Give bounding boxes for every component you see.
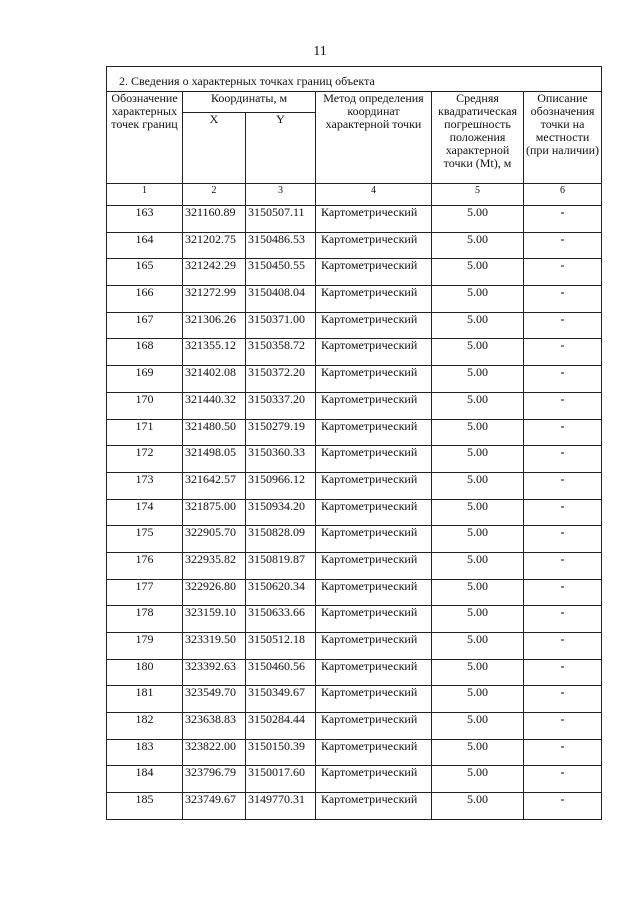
coord-x-cell: 323822.00	[183, 739, 246, 766]
point-id-cell: 181	[107, 686, 183, 713]
coord-y-cell: 3150507.11	[246, 206, 316, 233]
description-cell: -	[524, 793, 602, 820]
point-id-cell: 168	[107, 339, 183, 366]
header-method: Метод определения координат характерной точки	[316, 92, 432, 184]
method-cell: Картометрический	[316, 366, 432, 393]
method-cell: Картометрический	[316, 526, 432, 553]
coord-y-cell: 3150966.12	[246, 472, 316, 499]
table-row	[107, 526, 602, 553]
description-cell: -	[524, 766, 602, 793]
method-cell: Картометрический	[316, 579, 432, 606]
header-error: Средняя квадратическая погрешность положения характерной точки (Mt), м	[432, 92, 524, 184]
description-cell: -	[524, 472, 602, 499]
description-cell: -	[524, 366, 602, 393]
error-cell: 5.00	[432, 499, 524, 526]
coord-y-cell: 3150486.53	[246, 232, 316, 259]
coord-y-cell: 3149770.31	[246, 793, 316, 820]
description-cell: -	[524, 259, 602, 286]
coord-x-cell: 321498.05	[183, 446, 246, 473]
coord-y-cell: 3150633.66	[246, 606, 316, 633]
page-number: 11	[313, 44, 327, 59]
method-cell: Картометрический	[316, 259, 432, 286]
description-cell: -	[524, 526, 602, 553]
table-row	[107, 392, 602, 419]
point-id-cell: 165	[107, 259, 183, 286]
description-cell: -	[524, 499, 602, 526]
table-row	[107, 286, 602, 313]
point-id-cell: 185	[107, 793, 183, 820]
point-id-cell: 171	[107, 419, 183, 446]
method-cell: Картометрический	[316, 633, 432, 660]
method-cell: Картометрический	[316, 686, 432, 713]
error-cell: 5.00	[432, 446, 524, 473]
coord-x-cell: 321440.32	[183, 392, 246, 419]
description-cell: -	[524, 659, 602, 686]
section-title: 2. Сведения о характерных точках границ объекта	[107, 67, 602, 92]
coord-y-cell: 3150828.09	[246, 526, 316, 553]
coord-y-cell: 3150360.33	[246, 446, 316, 473]
header-y: Y	[246, 113, 316, 184]
coord-x-cell: 321242.29	[183, 259, 246, 286]
point-id-cell: 163	[107, 206, 183, 233]
table-row	[107, 713, 602, 740]
coord-x-cell: 322926.80	[183, 579, 246, 606]
method-cell: Картометрический	[316, 392, 432, 419]
table-row	[107, 472, 602, 499]
point-id-cell: 167	[107, 312, 183, 339]
coord-x-cell: 323392.63	[183, 659, 246, 686]
coord-y-cell: 3150337.20	[246, 392, 316, 419]
method-cell: Картометрический	[316, 339, 432, 366]
point-id-cell: 183	[107, 739, 183, 766]
coord-x-cell: 321355.12	[183, 339, 246, 366]
error-cell: 5.00	[432, 339, 524, 366]
description-cell: -	[524, 713, 602, 740]
point-id-cell: 182	[107, 713, 183, 740]
table-row	[107, 499, 602, 526]
error-cell: 5.00	[432, 392, 524, 419]
boundary-points-table	[106, 66, 602, 820]
point-id-cell: 169	[107, 366, 183, 393]
coord-y-cell: 3150450.55	[246, 259, 316, 286]
error-cell: 5.00	[432, 579, 524, 606]
column-number: 3	[246, 184, 316, 206]
error-cell: 5.00	[432, 633, 524, 660]
header-point-designation: Обозначение характерных точек границ	[107, 92, 183, 184]
error-cell: 5.00	[432, 793, 524, 820]
coord-y-cell: 3150358.72	[246, 339, 316, 366]
coord-x-cell: 321306.26	[183, 312, 246, 339]
coord-x-cell: 321160.89	[183, 206, 246, 233]
coord-x-cell: 321202.75	[183, 232, 246, 259]
description-cell: -	[524, 552, 602, 579]
coord-y-cell: 3150460.56	[246, 659, 316, 686]
coord-x-cell: 321480.50	[183, 419, 246, 446]
point-id-cell: 175	[107, 526, 183, 553]
error-cell: 5.00	[432, 606, 524, 633]
point-id-cell: 179	[107, 633, 183, 660]
table-body	[107, 206, 602, 820]
coord-x-cell: 321272.99	[183, 286, 246, 313]
description-cell: -	[524, 686, 602, 713]
table-row	[107, 339, 602, 366]
table-row	[107, 366, 602, 393]
error-cell: 5.00	[432, 739, 524, 766]
table-row	[107, 259, 602, 286]
table-row	[107, 446, 602, 473]
method-cell: Картометрический	[316, 659, 432, 686]
coord-y-cell: 3150349.67	[246, 686, 316, 713]
table-row	[107, 766, 602, 793]
description-cell: -	[524, 446, 602, 473]
coord-x-cell: 321642.57	[183, 472, 246, 499]
method-cell: Картометрический	[316, 472, 432, 499]
coord-y-cell: 3150934.20	[246, 499, 316, 526]
coord-y-cell: 3150150.39	[246, 739, 316, 766]
method-cell: Картометрический	[316, 419, 432, 446]
method-cell: Картометрический	[316, 606, 432, 633]
error-cell: 5.00	[432, 366, 524, 393]
coord-x-cell: 322935.82	[183, 552, 246, 579]
point-id-cell: 184	[107, 766, 183, 793]
header-x: X	[183, 113, 246, 184]
coord-y-cell: 3150279.19	[246, 419, 316, 446]
method-cell: Картометрический	[316, 446, 432, 473]
table-row	[107, 793, 602, 820]
description-cell: -	[524, 606, 602, 633]
coord-y-cell: 3150372.20	[246, 366, 316, 393]
description-cell: -	[524, 339, 602, 366]
error-cell: 5.00	[432, 206, 524, 233]
table-row	[107, 739, 602, 766]
coord-y-cell: 3150512.18	[246, 633, 316, 660]
coord-y-cell: 3150371.00	[246, 312, 316, 339]
error-cell: 5.00	[432, 526, 524, 553]
point-id-cell: 174	[107, 499, 183, 526]
table-row	[107, 312, 602, 339]
error-cell: 5.00	[432, 286, 524, 313]
coord-y-cell: 3150620.34	[246, 579, 316, 606]
coord-y-cell: 3150819.87	[246, 552, 316, 579]
method-cell: Картометрический	[316, 766, 432, 793]
coord-x-cell: 323638.83	[183, 713, 246, 740]
table-row	[107, 633, 602, 660]
coord-x-cell: 323749.67	[183, 793, 246, 820]
error-cell: 5.00	[432, 232, 524, 259]
method-cell: Картометрический	[316, 206, 432, 233]
error-cell: 5.00	[432, 686, 524, 713]
error-cell: 5.00	[432, 419, 524, 446]
description-cell: -	[524, 206, 602, 233]
coord-x-cell: 322905.70	[183, 526, 246, 553]
column-number: 2	[183, 184, 246, 206]
method-cell: Картометрический	[316, 499, 432, 526]
point-id-cell: 177	[107, 579, 183, 606]
coord-y-cell: 3150017.60	[246, 766, 316, 793]
column-number: 1	[107, 184, 183, 206]
coord-y-cell: 3150284.44	[246, 713, 316, 740]
column-number: 5	[432, 184, 524, 206]
table-row	[107, 419, 602, 446]
table-row	[107, 606, 602, 633]
point-id-cell: 173	[107, 472, 183, 499]
method-cell: Картометрический	[316, 793, 432, 820]
description-cell: -	[524, 633, 602, 660]
point-id-cell: 172	[107, 446, 183, 473]
description-cell: -	[524, 232, 602, 259]
error-cell: 5.00	[432, 713, 524, 740]
method-cell: Картометрический	[316, 713, 432, 740]
point-id-cell: 176	[107, 552, 183, 579]
description-cell: -	[524, 739, 602, 766]
coord-y-cell: 3150408.04	[246, 286, 316, 313]
table-row	[107, 552, 602, 579]
table-row	[107, 579, 602, 606]
table-row	[107, 206, 602, 233]
description-cell: -	[524, 312, 602, 339]
error-cell: 5.00	[432, 766, 524, 793]
error-cell: 5.00	[432, 472, 524, 499]
table-row	[107, 686, 602, 713]
description-cell: -	[524, 579, 602, 606]
coord-x-cell: 323549.70	[183, 686, 246, 713]
method-cell: Картометрический	[316, 232, 432, 259]
point-id-cell: 170	[107, 392, 183, 419]
column-number: 4	[316, 184, 432, 206]
coord-x-cell: 321875.00	[183, 499, 246, 526]
description-cell: -	[524, 286, 602, 313]
header-description: Описание обозначения точки на местности (при наличии)	[524, 92, 602, 184]
point-id-cell: 178	[107, 606, 183, 633]
method-cell: Картометрический	[316, 552, 432, 579]
error-cell: 5.00	[432, 552, 524, 579]
column-number: 6	[524, 184, 602, 206]
error-cell: 5.00	[432, 259, 524, 286]
error-cell: 5.00	[432, 312, 524, 339]
coord-x-cell: 323796.79	[183, 766, 246, 793]
column-number-row	[107, 184, 602, 206]
table-row	[107, 659, 602, 686]
point-id-cell: 164	[107, 232, 183, 259]
method-cell: Картометрический	[316, 286, 432, 313]
point-id-cell: 166	[107, 286, 183, 313]
point-id-cell: 180	[107, 659, 183, 686]
coord-x-cell: 321402.08	[183, 366, 246, 393]
error-cell: 5.00	[432, 659, 524, 686]
method-cell: Картометрический	[316, 312, 432, 339]
table-row	[107, 232, 602, 259]
header-coordinates: Координаты, м	[183, 92, 316, 113]
description-cell: -	[524, 419, 602, 446]
coord-x-cell: 323319.50	[183, 633, 246, 660]
coord-x-cell: 323159.10	[183, 606, 246, 633]
description-cell: -	[524, 392, 602, 419]
method-cell: Картометрический	[316, 739, 432, 766]
